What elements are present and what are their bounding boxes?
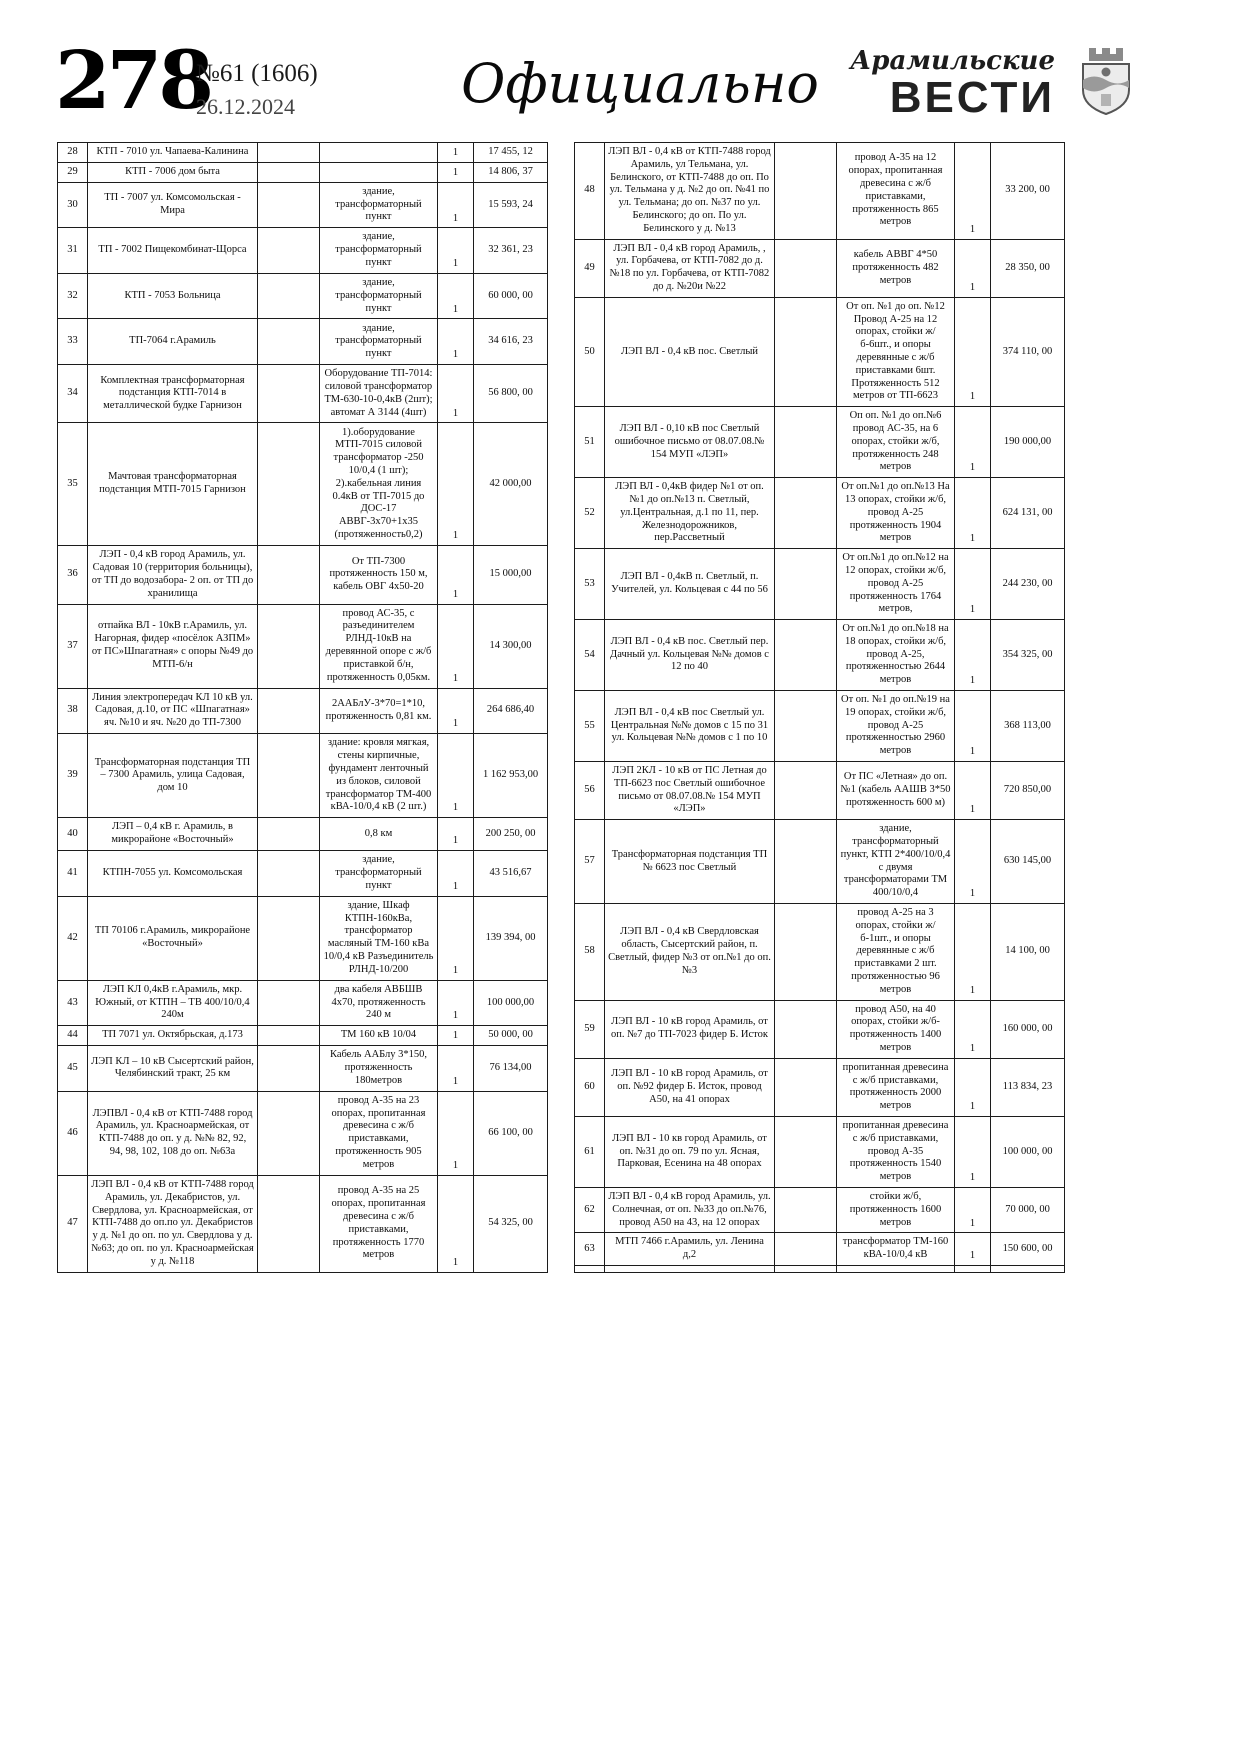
table-row — [575, 620, 1065, 691]
cell-asset-name: КТП - 7006 дом быта — [88, 162, 258, 182]
cell-note — [258, 365, 320, 423]
asset-table-left — [57, 142, 548, 1273]
cell-quantity: 1 — [955, 620, 991, 691]
cell-note — [775, 620, 837, 691]
table-row — [575, 1187, 1065, 1232]
cell-quantity: 1 — [438, 896, 474, 980]
cell-row-number: 42 — [58, 896, 88, 980]
cell-note — [775, 297, 837, 406]
cell-asset-name: ЛЭП КЛ 0,4кВ г.Арамиль, мкр. Южный, от КТПН – ТВ 400/10/0,4 240м — [88, 980, 258, 1026]
cell-specification: стойки ж/б, протяженность 1600 метров — [837, 1187, 955, 1232]
cell-value — [991, 1265, 1065, 1272]
cell-note — [775, 407, 837, 478]
cell-note — [775, 762, 837, 820]
cell-quantity: 1 — [955, 1187, 991, 1232]
cell-note — [775, 691, 837, 762]
cell-asset-name: ЛЭП ВЛ - 0,4 кВ от КТП-7488 город Арамиль, ул Тельмана, ул. Белинского, от КТП-7488 до оп. По ул. Тельмана у д. №2 до оп. №41 по ул. Тельмана; до оп. №37 по ул. Белинского; до оп. По ул. Белинского у д. №13 — [605, 143, 775, 240]
cell-asset-name: ЛЭП ВЛ - 0,4 кВ город Арамиль, ул. Солнечная, от оп. №33 до оп.№76, провод А50 на 43, на 12 опорах — [605, 1187, 775, 1232]
cell-note — [258, 604, 320, 688]
cell-quantity: 1 — [438, 1175, 474, 1272]
cell-asset-name: ЛЭП КЛ – 10 кВ Сысертский район, Челябинский тракт, 25 км — [88, 1046, 258, 1092]
cell-asset-name: МТП 7466 г.Арамиль, ул. Ленина д,2 — [605, 1233, 775, 1266]
cell-asset-name: ЛЭП ВЛ - 0,10 кВ пос Светлый ошибочное письмо от 08.07.08.№ 154 МУП «ЛЭП» — [605, 407, 775, 478]
page-number: 278 — [55, 33, 210, 127]
table-row — [575, 549, 1065, 620]
cell-row-number: 49 — [575, 239, 605, 297]
cell-value: 33 200, 00 — [991, 143, 1065, 240]
table-row — [58, 162, 548, 182]
table-row — [58, 1026, 548, 1046]
cell-quantity: 1 — [955, 549, 991, 620]
asset-table-right — [574, 142, 1065, 1273]
issue-number: №61 (1606) — [196, 60, 318, 87]
cell-specification: пропитанная древесина с ж/б приставками, провод А-35 протяженность 1540 метров — [837, 1116, 955, 1187]
cell-value: 14 100, 00 — [991, 904, 1065, 1001]
cell-row-number: 31 — [58, 228, 88, 274]
cell-note — [775, 478, 837, 549]
cell-value: 32 361, 23 — [474, 228, 548, 274]
cell-asset-name: ЛЭП 2КЛ - 10 кВ от ПС Летная до ТП-6623 пос Светлый ошибочное письмо от 08.07.08.№ 154 МУП «ЛЭП» — [605, 762, 775, 820]
cell-value: 624 131, 00 — [991, 478, 1065, 549]
cell-value: 244 230, 00 — [991, 549, 1065, 620]
cell-row-number: 58 — [575, 904, 605, 1001]
cell-quantity: 1 — [438, 162, 474, 182]
cell-value: 264 686,40 — [474, 688, 548, 734]
cell-specification: провод А-35 на 23 опорах, пропитанная древесина с ж/б приставками, протяженность 905 метров — [320, 1091, 438, 1175]
cell-specification: пропитанная древесина с ж/б приставками, протяженность 2000 метров — [837, 1058, 955, 1116]
cell-row-number: 59 — [575, 1000, 605, 1058]
table-row — [575, 1116, 1065, 1187]
asset-table-right-body — [575, 143, 1065, 1273]
cell-asset-name: ЛЭП ВЛ - 10 кВ город Арамиль, от оп. №92 фидер Б. Исток, провод А50, на 41 опорах — [605, 1058, 775, 1116]
cell-row-number: 56 — [575, 762, 605, 820]
cell-quantity: 1 — [438, 273, 474, 319]
cell-row-number: 38 — [58, 688, 88, 734]
cell-row-number: 35 — [58, 423, 88, 546]
cell-note — [258, 1046, 320, 1092]
cell-asset-name: Мачтовая трансформаторная подстанция МТП-7015 Гарнизон — [88, 423, 258, 546]
cell-row-number: 41 — [58, 851, 88, 897]
cell-note — [258, 896, 320, 980]
cell-specification: кабель АВВГ 4*50 протяженность 482 метров — [837, 239, 955, 297]
cell-quantity: 1 — [955, 143, 991, 240]
cell-value: 14 300,00 — [474, 604, 548, 688]
cell-row-number: 52 — [575, 478, 605, 549]
cell-value: 720 850,00 — [991, 762, 1065, 820]
cell-asset-name: ТП 7071 ул. Октябрьская, д.173 — [88, 1026, 258, 1046]
cell-value: 50 000, 00 — [474, 1026, 548, 1046]
cell-row-number: 39 — [58, 734, 88, 818]
cell-note — [775, 1058, 837, 1116]
cell-quantity: 1 — [955, 820, 991, 904]
cell-value: 66 100, 00 — [474, 1091, 548, 1175]
cell-specification: 0,8 км — [320, 818, 438, 851]
table-row — [58, 734, 548, 818]
table-row — [575, 143, 1065, 240]
cell-value: 1 162 953,00 — [474, 734, 548, 818]
table-row — [575, 762, 1065, 820]
cell-value: 113 834, 23 — [991, 1058, 1065, 1116]
cell-note — [258, 1091, 320, 1175]
cell-asset-name: ЛЭПВЛ - 0,4 кВ от КТП-7488 город Арамиль, ул. Красноармейская, от КТП-7488 до оп. у д. №№ 82, 92, 94, 98, 102, 108 до оп. №63а — [88, 1091, 258, 1175]
cell-specification: провод А-35 на 25 опорах, пропитанная древесина с ж/б приставками, протяженность 1770 метров — [320, 1175, 438, 1272]
table-row — [58, 980, 548, 1026]
issue-date: 26.12.2024 — [196, 94, 295, 119]
cell-note — [258, 1175, 320, 1272]
cell-row-number: 45 — [58, 1046, 88, 1092]
table-row — [575, 1265, 1065, 1272]
cell-value: 14 806, 37 — [474, 162, 548, 182]
cell-specification: провод А-35 на 12 опорах, пропитанная древесина с ж/б приставками, протяженность 865 метров — [837, 143, 955, 240]
cell-note — [775, 1265, 837, 1272]
cell-row-number: 29 — [58, 162, 88, 182]
cell-value: 354 325, 00 — [991, 620, 1065, 691]
cell-asset-name: ЛЭП – 0,4 кВ г. Арамиль, в микрорайоне «Восточный» — [88, 818, 258, 851]
cell-specification: здание, трансформаторный пункт — [320, 273, 438, 319]
cell-value: 200 250, 00 — [474, 818, 548, 851]
cell-quantity: 1 — [438, 228, 474, 274]
cell-value: 54 325, 00 — [474, 1175, 548, 1272]
cell-quantity: 1 — [438, 980, 474, 1026]
table-row — [58, 1175, 548, 1272]
cell-specification: здание: кровля мягкая, стены кирпичные, фундамент ленточный из блоков, силовой трансформатор ТМ-400 кВА-10/0,4 кВ (2 шт.) — [320, 734, 438, 818]
cell-asset-name: ТП - 7002 Пищекомбинат-Щорса — [88, 228, 258, 274]
cell-specification: провод А50, на 40 опорах, стойки ж/б-протяженность 1400 метров — [837, 1000, 955, 1058]
cell-value: 190 000,00 — [991, 407, 1065, 478]
cell-quantity: 1 — [438, 546, 474, 604]
section-title: Официально — [461, 52, 819, 115]
cell-note — [775, 143, 837, 240]
cell-value: 60 000, 00 — [474, 273, 548, 319]
table-row — [58, 896, 548, 980]
cell-value: 139 394, 00 — [474, 896, 548, 980]
table-row — [575, 1058, 1065, 1116]
cell-row-number: 63 — [575, 1233, 605, 1266]
cell-quantity: 1 — [438, 182, 474, 228]
cell-value: 630 145,00 — [991, 820, 1065, 904]
cell-quantity: 1 — [955, 239, 991, 297]
table-row — [575, 478, 1065, 549]
cell-value: 28 350, 00 — [991, 239, 1065, 297]
cell-asset-name: ЛЭП ВЛ - 0,4кВ п. Светлый, п. Учителей, ул. Кольцевая с 44 по 56 — [605, 549, 775, 620]
table-row — [575, 1000, 1065, 1058]
cell-note — [258, 162, 320, 182]
cell-asset-name: ЛЭП ВЛ - 0,4 кВ город Арамиль, , ул. Горбачева, от КТП-7082 до д. №18 по ул. Горбачева, от КТП-7082 до д. №20и №22 — [605, 239, 775, 297]
cell-quantity: 1 — [438, 1091, 474, 1175]
cell-quantity: 1 — [955, 762, 991, 820]
cell-quantity: 1 — [955, 1233, 991, 1266]
issue-block — [196, 60, 318, 120]
cell-value: 70 000, 00 — [991, 1187, 1065, 1232]
cell-note — [775, 549, 837, 620]
table-row — [575, 239, 1065, 297]
cell-specification: здание, трансформаторный пункт — [320, 228, 438, 274]
cell-specification: От оп. №1 до оп.№19 на 19 опорах, стойки ж/б, провод А-25 протяженностью 2960 метров — [837, 691, 955, 762]
cell-value: 17 455, 12 — [474, 143, 548, 163]
cell-specification: Кабель ААБлу 3*150, протяженность 180метров — [320, 1046, 438, 1092]
cell-row-number: 28 — [58, 143, 88, 163]
coat-of-arms-icon — [1075, 46, 1137, 118]
cell-specification — [837, 1265, 955, 1272]
cell-specification — [320, 162, 438, 182]
cell-specification: От оп.№1 до оп.№13 На 13 опорах, стойки ж/б, провод А-25 протяженность 1904 метров — [837, 478, 955, 549]
cell-asset-name: ЛЭП - 0,4 кВ город Арамиль, ул. Садовая 10 (территория больницы), от ТП до водозабора- 2 оп. от ТП до хранилища — [88, 546, 258, 604]
cell-row-number: 33 — [58, 319, 88, 365]
cell-note — [775, 239, 837, 297]
cell-asset-name: Трансформаторная подстанция ТП № 6623 пос Светлый — [605, 820, 775, 904]
cell-quantity: 1 — [955, 691, 991, 762]
cell-row-number: 53 — [575, 549, 605, 620]
cell-note — [258, 319, 320, 365]
table-row — [575, 691, 1065, 762]
cell-note — [258, 980, 320, 1026]
cell-row-number: 47 — [58, 1175, 88, 1272]
cell-asset-name: ЛЭП ВЛ - 0,4кВ фидер №1 от оп.№1 до оп.№13 п. Светлый, ул.Центральная, д.1 по 11, пер. Железнодорожников, пер.Рассветный — [605, 478, 775, 549]
table-row — [575, 1233, 1065, 1266]
cell-specification: здание, трансформаторный пункт — [320, 319, 438, 365]
cell-quantity: 1 — [438, 423, 474, 546]
cell-specification: 2ААБлУ-3*70=1*10, протяженность 0,81 км. — [320, 688, 438, 734]
two-column-table-area — [57, 142, 1065, 1273]
cell-asset-name: ТП - 7007 ул. Комсомольская - Мира — [88, 182, 258, 228]
cell-quantity: 1 — [438, 1046, 474, 1092]
table-row — [575, 407, 1065, 478]
cell-note — [775, 1116, 837, 1187]
cell-quantity: 1 — [438, 319, 474, 365]
cell-asset-name: ЛЭП ВЛ - 0,4 кВ пос Светлый ул. Центральная №№ домов с 15 по 31 ул. Кольцевая №№ домов с 1 по 10 — [605, 691, 775, 762]
cell-row-number: 44 — [58, 1026, 88, 1046]
cell-asset-name: ЛЭП ВЛ - 0,4 кВ Свердловская область, Сысертский район, п. Светлый, фидер №3 от оп.№1 до оп.№3 — [605, 904, 775, 1001]
cell-specification: здание, Шкаф КТПН-160кВа, трансформатор масляный ТМ-160 кВа 10/0,4 кВ Разъединитель РЛНД-10/200 — [320, 896, 438, 980]
cell-value: 160 000, 00 — [991, 1000, 1065, 1058]
cell-specification: провод АС-35, с разъединителем РЛНД-10кВ на деревянной опоре с ж/б приставкой б/н, протяженность 0,05км. — [320, 604, 438, 688]
cell-specification: 1).оборудование МТП-7015 силовой трансформатор -250 10/0,4 (1 шт); 2).кабельная линия 0.4кВ от ТП-7015 до ДОС-17 АВВГ-3х70+1х35 (протяженность0,2) — [320, 423, 438, 546]
cell-asset-name: ЛЭП ВЛ - 0,4 кВ пос. Светлый — [605, 297, 775, 406]
cell-quantity: 1 — [438, 1026, 474, 1046]
cell-note — [258, 143, 320, 163]
cell-quantity: 1 — [438, 734, 474, 818]
cell-asset-name: КТП - 7053 Больница — [88, 273, 258, 319]
cell-quantity: 1 — [438, 604, 474, 688]
cell-asset-name: ЛЭП ВЛ - 10 кв город Арамиль, от оп. №31 до оп. 79 по ул. Ясная, Парковая, Есенина на 48 опорах — [605, 1116, 775, 1187]
cell-asset-name: ЛЭП ВЛ - 10 кВ город Арамиль, от оп. №7 до ТП-7023 фидер Б. Исток — [605, 1000, 775, 1058]
cell-specification: здание, трансформаторный пункт — [320, 182, 438, 228]
cell-row-number: 61 — [575, 1116, 605, 1187]
cell-note — [775, 1233, 837, 1266]
table-row — [58, 365, 548, 423]
cell-value: 374 110, 00 — [991, 297, 1065, 406]
table-row — [58, 319, 548, 365]
cell-asset-name: ЛЭП ВЛ - 0,4 кВ пос. Светлый пер. Дачный ул. Кольцевая №№ домов с 12 по 40 — [605, 620, 775, 691]
cell-row-number: 34 — [58, 365, 88, 423]
brand-name-bottom: ВЕСТИ — [889, 73, 1055, 123]
table-row — [58, 546, 548, 604]
cell-note — [775, 904, 837, 1001]
cell-note — [258, 182, 320, 228]
cell-value: 43 516,67 — [474, 851, 548, 897]
cell-quantity — [955, 1265, 991, 1272]
brand-name-top: Арамильские — [850, 46, 1055, 76]
cell-asset-name: Комплектная трансформаторная подстанция КТП-7014 в металлической будке Гарнизон — [88, 365, 258, 423]
cell-note — [258, 1026, 320, 1046]
cell-row-number: 48 — [575, 143, 605, 240]
cell-specification: здание, трансформаторный пункт, КТП 2*400/10/0,4 с двумя трансформаторами ТМ 400/10/0,4 — [837, 820, 955, 904]
cell-specification: От ТП-7300 протяженность 150 м, кабель ОВГ 4х50-20 — [320, 546, 438, 604]
cell-row-number: 51 — [575, 407, 605, 478]
table-row — [58, 423, 548, 546]
cell-value: 34 616, 23 — [474, 319, 548, 365]
cell-note — [258, 734, 320, 818]
cell-asset-name: Трансформаторная подстанция ТП – 7300 Арамиль, улица Садовая, дом 10 — [88, 734, 258, 818]
cell-value: 100 000,00 — [474, 980, 548, 1026]
cell-asset-name: ТП-7064 г.Арамиль — [88, 319, 258, 365]
cell-note — [258, 851, 320, 897]
cell-row-number: 55 — [575, 691, 605, 762]
table-row — [575, 297, 1065, 406]
cell-row-number: 60 — [575, 1058, 605, 1116]
cell-note — [775, 820, 837, 904]
cell-note — [258, 228, 320, 274]
cell-note — [775, 1187, 837, 1232]
cell-value: 150 600, 00 — [991, 1233, 1065, 1266]
page-header — [0, 0, 1241, 142]
cell-specification: От ПС «Летная» до оп.№1 (кабель ААШВ 3*50 протяженность 600 м) — [837, 762, 955, 820]
cell-quantity: 1 — [955, 407, 991, 478]
cell-row-number: 36 — [58, 546, 88, 604]
cell-specification: От оп.№1 до оп.№12 на 12 опорах, стойки ж/б, провод А-25 протяженность 1764 метров, — [837, 549, 955, 620]
table-row — [58, 818, 548, 851]
cell-row-number — [575, 1265, 605, 1272]
newspaper-brand — [850, 48, 1055, 121]
cell-asset-name: ТП 70106 г.Арамиль, микрорайоне «Восточный» — [88, 896, 258, 980]
cell-value: 56 800, 00 — [474, 365, 548, 423]
table-row — [58, 273, 548, 319]
cell-specification: От оп. №1 до оп. №12 Провод А-25 на 12 опорах, стойки ж/б-6шт., и опоры деревянные с ж/б приставками 6шт. Протяженность 512 метров от ТП-6623 — [837, 297, 955, 406]
cell-row-number: 40 — [58, 818, 88, 851]
cell-specification — [320, 143, 438, 163]
table-row — [575, 820, 1065, 904]
asset-table-left-body — [58, 143, 548, 1273]
cell-value: 76 134,00 — [474, 1046, 548, 1092]
cell-row-number: 50 — [575, 297, 605, 406]
cell-value: 42 000,00 — [474, 423, 548, 546]
cell-note — [258, 688, 320, 734]
cell-row-number: 62 — [575, 1187, 605, 1232]
cell-note — [258, 423, 320, 546]
cell-specification: провод А-25 на 3 опорах, стойки ж/б-1шт., и опоры деревянные с ж/б приставками 2 шт. протяженностью 96 метров — [837, 904, 955, 1001]
cell-quantity: 1 — [438, 818, 474, 851]
table-row — [58, 228, 548, 274]
cell-specification: Оборудование ТП-7014: силовой трансформатор ТМ-630-10-0,4кВ (2шт); автомат А 3144 (4шт) — [320, 365, 438, 423]
cell-note — [258, 273, 320, 319]
cell-row-number: 30 — [58, 182, 88, 228]
cell-row-number: 32 — [58, 273, 88, 319]
table-row — [575, 904, 1065, 1001]
cell-row-number: 46 — [58, 1091, 88, 1175]
cell-quantity: 1 — [438, 365, 474, 423]
cell-specification: трансформатор ТМ-160 кВА-10/0,4 кВ — [837, 1233, 955, 1266]
table-row — [58, 604, 548, 688]
cell-specification: здание, трансформаторный пункт — [320, 851, 438, 897]
cell-note — [258, 818, 320, 851]
cell-specification: ТМ 160 кВ 10/04 — [320, 1026, 438, 1046]
cell-specification: два кабеля АВБШВ 4х70, протяженность 240 м — [320, 980, 438, 1026]
cell-quantity: 1 — [955, 1116, 991, 1187]
table-row — [58, 1091, 548, 1175]
cell-row-number: 54 — [575, 620, 605, 691]
cell-row-number: 37 — [58, 604, 88, 688]
cell-value: 368 113,00 — [991, 691, 1065, 762]
table-row — [58, 851, 548, 897]
cell-row-number: 57 — [575, 820, 605, 904]
cell-asset-name: КТП - 7010 ул. Чапаева-Калинина — [88, 143, 258, 163]
cell-quantity: 1 — [438, 143, 474, 163]
cell-quantity: 1 — [955, 478, 991, 549]
cell-row-number: 43 — [58, 980, 88, 1026]
cell-value: 15 593, 24 — [474, 182, 548, 228]
cell-asset-name: ЛЭП ВЛ - 0,4 кВ от КТП-7488 город Арамиль, ул. Декабристов, ул. Свердлова, ул. Красноармейская, от КТП-7488 до оп.по ул. Декабристов у д. №1 до оп. по ул. Свердлова у д. №63; до оп. по ул. Красноармейская у д. №118 — [88, 1175, 258, 1272]
cell-note — [258, 546, 320, 604]
table-row — [58, 182, 548, 228]
table-row — [58, 143, 548, 163]
cell-quantity: 1 — [955, 904, 991, 1001]
cell-asset-name: отпайка ВЛ - 10кВ г.Арамиль, ул. Нагорная, фидер «посёлок АЗПМ» от ПС»Шпагатная» с опоры №49 до МТП-6/н — [88, 604, 258, 688]
cell-value: 15 000,00 — [474, 546, 548, 604]
cell-specification: От оп.№1 до оп.№18 на 18 опорах, стойки ж/б, провод А-25, протяженностью 2644 метров — [837, 620, 955, 691]
table-row — [58, 688, 548, 734]
cell-value: 100 000, 00 — [991, 1116, 1065, 1187]
cell-quantity: 1 — [955, 297, 991, 406]
cell-note — [775, 1000, 837, 1058]
cell-quantity: 1 — [955, 1058, 991, 1116]
cell-quantity: 1 — [955, 1000, 991, 1058]
cell-specification: Оп оп. №1 до оп.№6 провод АС-35, на 6 опорах, стойки ж/б, протяженность 248 метров — [837, 407, 955, 478]
cell-asset-name: Линия электропередач КЛ 10 кВ ул. Садовая, д.10, от ПС «Шпагатная» яч. №10 и яч. №20 до ТП-7300 — [88, 688, 258, 734]
cell-asset-name — [605, 1265, 775, 1272]
table-row — [58, 1046, 548, 1092]
cell-quantity: 1 — [438, 851, 474, 897]
cell-asset-name: КТПН-7055 ул. Комсомольская — [88, 851, 258, 897]
cell-quantity: 1 — [438, 688, 474, 734]
